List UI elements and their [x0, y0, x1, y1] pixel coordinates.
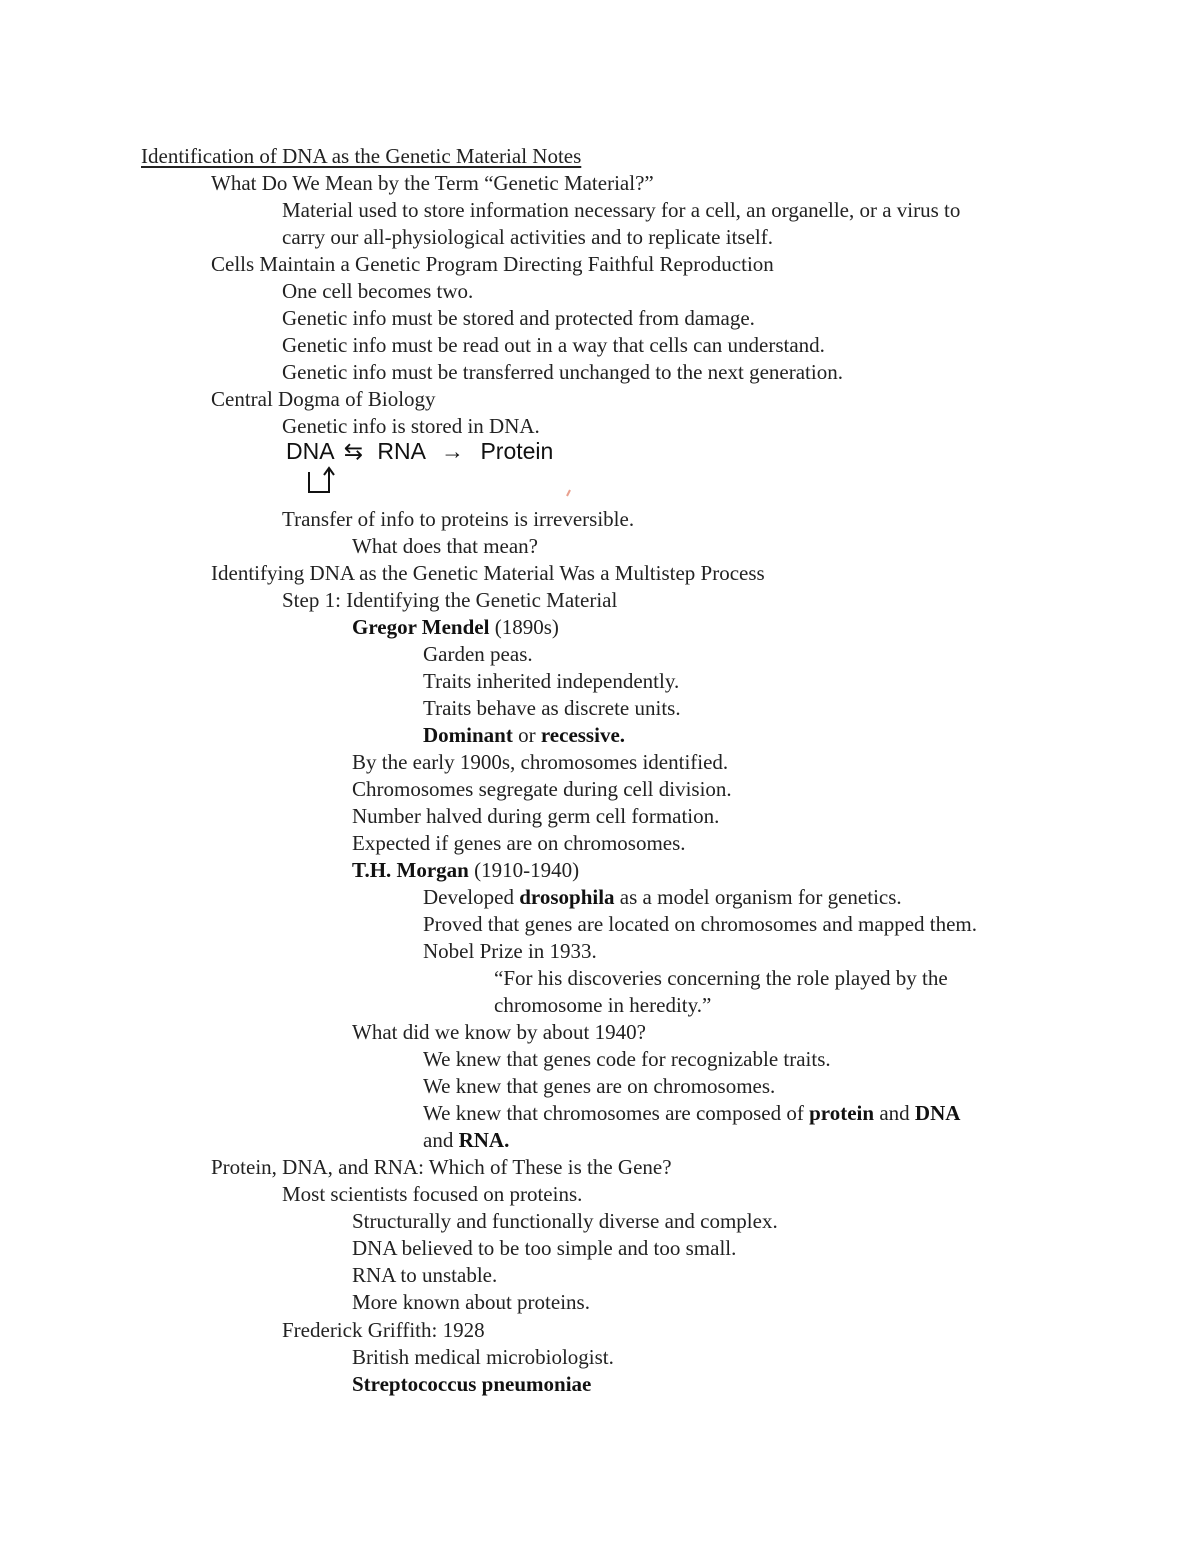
list-text: Most scientists focused on proteins.: [282, 1182, 583, 1206]
list-text: Genetic info must be transferred unchanged to the next generation.: [282, 360, 843, 384]
list-text: Expected if genes are on chromosomes.: [352, 831, 686, 855]
list-text: DNA believed to be too simple and too small.: [352, 1236, 737, 1260]
right-arrow-icon: →: [441, 438, 465, 464]
bold-term: drosophila: [519, 885, 615, 909]
list-text: [352, 857, 579, 884]
red-annotation-mark: [566, 489, 571, 497]
bold-term: DNA: [914, 1101, 961, 1125]
list-text: Identifying DNA as the Genetic Material Was a Multistep Process: [211, 561, 765, 585]
list-text: British medical microbiologist.: [352, 1345, 614, 1369]
list-text: Nobel Prize in 1933.: [423, 939, 597, 963]
list-text: Genetic info must be read out in a way that cells can understand.: [282, 333, 825, 357]
list-text: Cells Maintain a Genetic Program Directing Faithful Reproduction: [211, 252, 774, 276]
list-text: By the early 1900s, chromosomes identified.: [352, 750, 729, 774]
page-title: Identification of DNA as the Genetic Material Notes: [141, 144, 582, 168]
list-text: Chromosomes segregate during cell division.: [352, 777, 732, 801]
text-run: We knew that chromosomes are composed of: [423, 1101, 810, 1125]
list-text: What Do We Mean by the Term “Genetic Material?”: [211, 171, 654, 195]
bold-term: RNA: [458, 1128, 505, 1152]
list-text: One cell becomes two.: [282, 279, 474, 303]
text-run: .: [504, 1128, 510, 1152]
loop-arrow-icon: [306, 466, 336, 496]
list-text: Protein, DNA, and RNA: Which of These is the Gene?: [211, 1155, 672, 1179]
list-text: Genetic info is stored in DNA.: [282, 414, 540, 438]
list-text: Traits behave as discrete units.: [423, 696, 681, 720]
dna-label: DNA: [286, 438, 334, 464]
list-text: Material used to store information necessary for a cell, an organelle, or a virus to: [282, 198, 961, 222]
list-text: [423, 1100, 960, 1127]
text-run: and: [423, 1128, 459, 1152]
list-text: Number halved during germ cell formation.: [352, 804, 720, 828]
list-text: Central Dogma of Biology: [211, 387, 436, 411]
list-text: Transfer of info to proteins is irreversible.: [282, 507, 635, 531]
list-text: Step 1: Identifying the Genetic Material: [282, 588, 618, 612]
list-text: Frederick Griffith: 1928: [282, 1318, 485, 1342]
bold-term: protein: [809, 1101, 875, 1125]
bold-term: Gregor Mendel: [352, 615, 490, 639]
list-text: [423, 884, 902, 911]
bold-term: Streptococcus pneumoniae: [352, 1372, 592, 1396]
list-text: [352, 1371, 591, 1398]
list-text: We knew that genes code for recognizable traits.: [423, 1047, 831, 1071]
protein-label: Protein: [480, 438, 554, 464]
list-text: We knew that genes are on chromosomes.: [423, 1074, 776, 1098]
list-text: [423, 722, 625, 749]
list-text: What does that mean?: [352, 534, 539, 558]
list-text: [352, 614, 559, 641]
bold-term: T.H. Morgan: [352, 858, 469, 882]
diagram-labels: [286, 438, 553, 465]
list-text: chromosome in heredity.”: [494, 993, 712, 1017]
bold-term: Dominant: [423, 723, 513, 747]
text-run: and: [874, 1101, 915, 1125]
list-text: RNA to unstable.: [352, 1263, 498, 1287]
list-text: Garden peas.: [423, 642, 533, 666]
list-text: carry our all-physiological activities and to replicate itself.: [282, 225, 773, 249]
text-run: (1890s): [489, 615, 559, 639]
list-text: “For his discoveries concerning the role played by the: [494, 966, 948, 990]
list-text: Traits inherited independently.: [423, 669, 680, 693]
text-run: Developed: [423, 885, 520, 909]
central-dogma-diagram: [286, 438, 586, 498]
list-text: What did we know by about 1940?: [352, 1020, 646, 1044]
list-text: Structurally and functionally diverse and complex.: [352, 1209, 778, 1233]
bold-term: recessive.: [540, 723, 626, 747]
text-run: or: [512, 723, 541, 747]
text-run: (1910-1940): [468, 858, 580, 882]
list-text: Proved that genes are located on chromosomes and mapped them.: [423, 912, 977, 936]
list-text: [423, 1127, 509, 1154]
text-run: as a model organism for genetics.: [614, 885, 902, 909]
double-arrow-icon: ⇆: [343, 438, 363, 464]
list-text: Genetic info must be stored and protected from damage.: [282, 306, 755, 330]
rna-label: RNA: [377, 438, 425, 464]
list-text: More known about proteins.: [352, 1290, 590, 1314]
